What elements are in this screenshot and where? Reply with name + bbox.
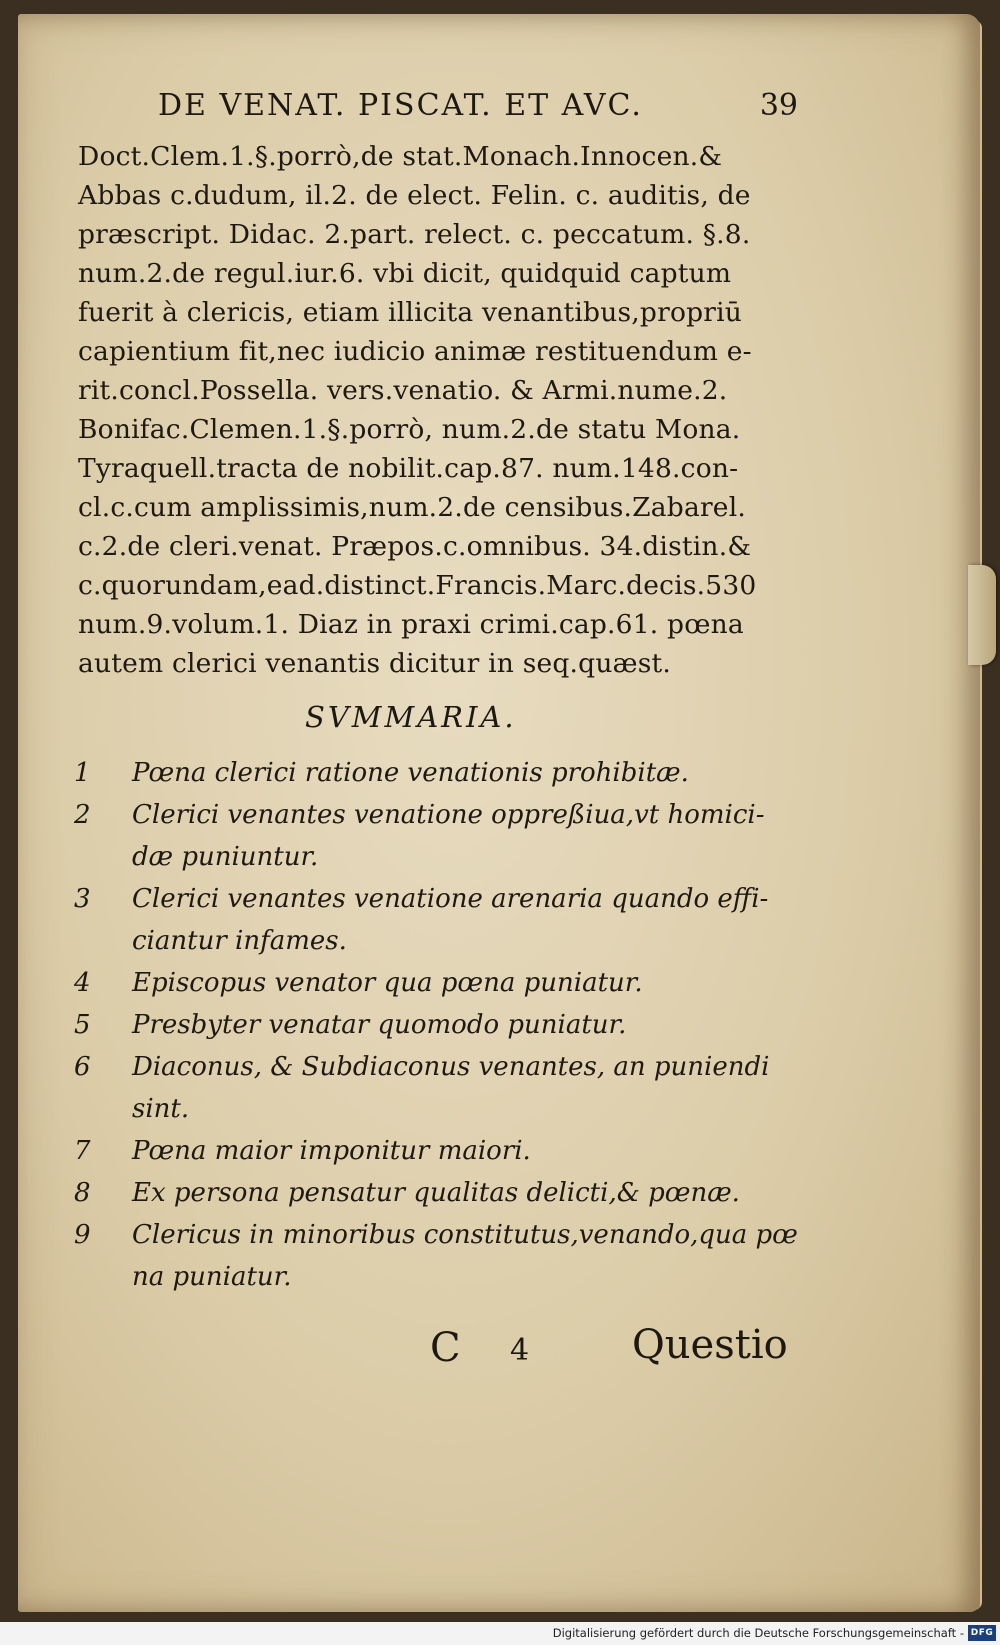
text-line: Bonifac.Clemen.1.§.porrò, num.2.de statu Mona.: [78, 414, 741, 445]
summary-text: Presbyter venatar quomodo puniatur.: [132, 1010, 627, 1040]
text-line: c.quorundam,ead.distinct.Francis.Marc.decis.530: [78, 570, 757, 601]
page-tab: [968, 565, 996, 665]
summary-text: dæ puniuntur.: [132, 842, 319, 872]
summary-number: 2: [74, 800, 91, 830]
summary-item: [70, 752, 810, 794]
summary-text: Diaconus, & Subdiaconus venantes, an puniendi: [132, 1052, 770, 1082]
body-text: [78, 137, 798, 683]
text-line: rit.concl.Possella. vers.venatio. & Armi.nume.2.: [78, 375, 728, 406]
signature-number: 4: [510, 1333, 530, 1368]
summary-text: ciantur infames.: [132, 926, 347, 956]
summary-text: sint.: [132, 1094, 190, 1124]
summary-text: na puniatur.: [132, 1262, 292, 1292]
text-line: Abbas c.dudum, il.2. de elect. Felin. c. auditis, de: [78, 180, 751, 211]
footer-credit: Digitalisierung gefördert durch die Deutsche Forschungsgemeinschaft -: [552, 1626, 964, 1640]
summary-item: [70, 1004, 810, 1046]
text-line: Doct.Clem.1.§.porrò,de stat.Monach.Innocen.&: [78, 141, 723, 172]
summary-number: 9: [74, 1220, 91, 1250]
summary-number: 1: [74, 758, 91, 788]
summary-number: 7: [74, 1136, 91, 1166]
summary-text: Ex persona pensatur qualitas delicti,& pœnæ.: [132, 1178, 740, 1208]
summary-item: [70, 1214, 810, 1298]
folio-number: 39: [759, 88, 798, 123]
summaria-title: SVMMARIA.: [305, 700, 517, 734]
summary-item: [70, 1130, 810, 1172]
summary-text: Clericus in minoribus constitutus,venando,qua pœ: [132, 1220, 798, 1250]
dfg-logo[interactable]: DFG: [968, 1625, 996, 1641]
summary-text: Clerici venantes venatione arenaria quando effi-: [132, 884, 769, 914]
summary-number: 5: [74, 1010, 91, 1040]
summary-text: Episcopus venator qua pœna puniatur.: [132, 968, 643, 998]
summary-item: [70, 1172, 810, 1214]
summaria-list: [70, 752, 810, 1298]
text-line: Tyraquell.tracta de nobilit.cap.87. num.148.con-: [78, 453, 739, 484]
summary-item: [70, 794, 810, 878]
summary-text: Pœna maior imponitur maiori.: [132, 1136, 531, 1166]
text-line: num.2.de regul.iur.6. vbi dicit, quidquid captum: [78, 258, 732, 289]
summary-item: [70, 962, 810, 1004]
summary-number: 6: [74, 1052, 91, 1082]
text-line: fuerit à clericis, etiam illicita venantibus,propriū: [78, 297, 743, 328]
text-line: cl.c.cum amplissimis,num.2.de censibus.Zabarel.: [78, 492, 746, 523]
text-line: autem clerici venantis dicitur in seq.quæst.: [78, 648, 671, 679]
running-head: DE VENAT. PISCAT. ET AVC.: [158, 88, 643, 123]
summary-number: 8: [74, 1178, 91, 1208]
text-line: c.2.de cleri.venat. Præpos.c.omnibus. 34.distin.&: [78, 531, 752, 562]
summary-item: [70, 878, 810, 962]
summary-text: Clerici venantes venatione oppreßiua,vt homici-: [132, 800, 765, 830]
summary-number: 4: [74, 968, 91, 998]
catchword: Questio: [632, 1322, 788, 1368]
text-line: præscript. Didac. 2.part. relect. c. peccatum. §.8.: [78, 219, 751, 250]
signature-mark: C: [430, 1325, 461, 1371]
summary-text: Pœna clerici ratione venationis prohibitæ.: [132, 758, 689, 788]
footer-bar: [0, 1622, 1000, 1645]
text-line: capientium fit,nec iudicio animæ restituendum e-: [78, 336, 752, 367]
text-line: num.9.volum.1. Diaz in praxi crimi.cap.61. pœna: [78, 609, 744, 640]
summary-item: [70, 1046, 810, 1130]
summary-number: 3: [74, 884, 91, 914]
